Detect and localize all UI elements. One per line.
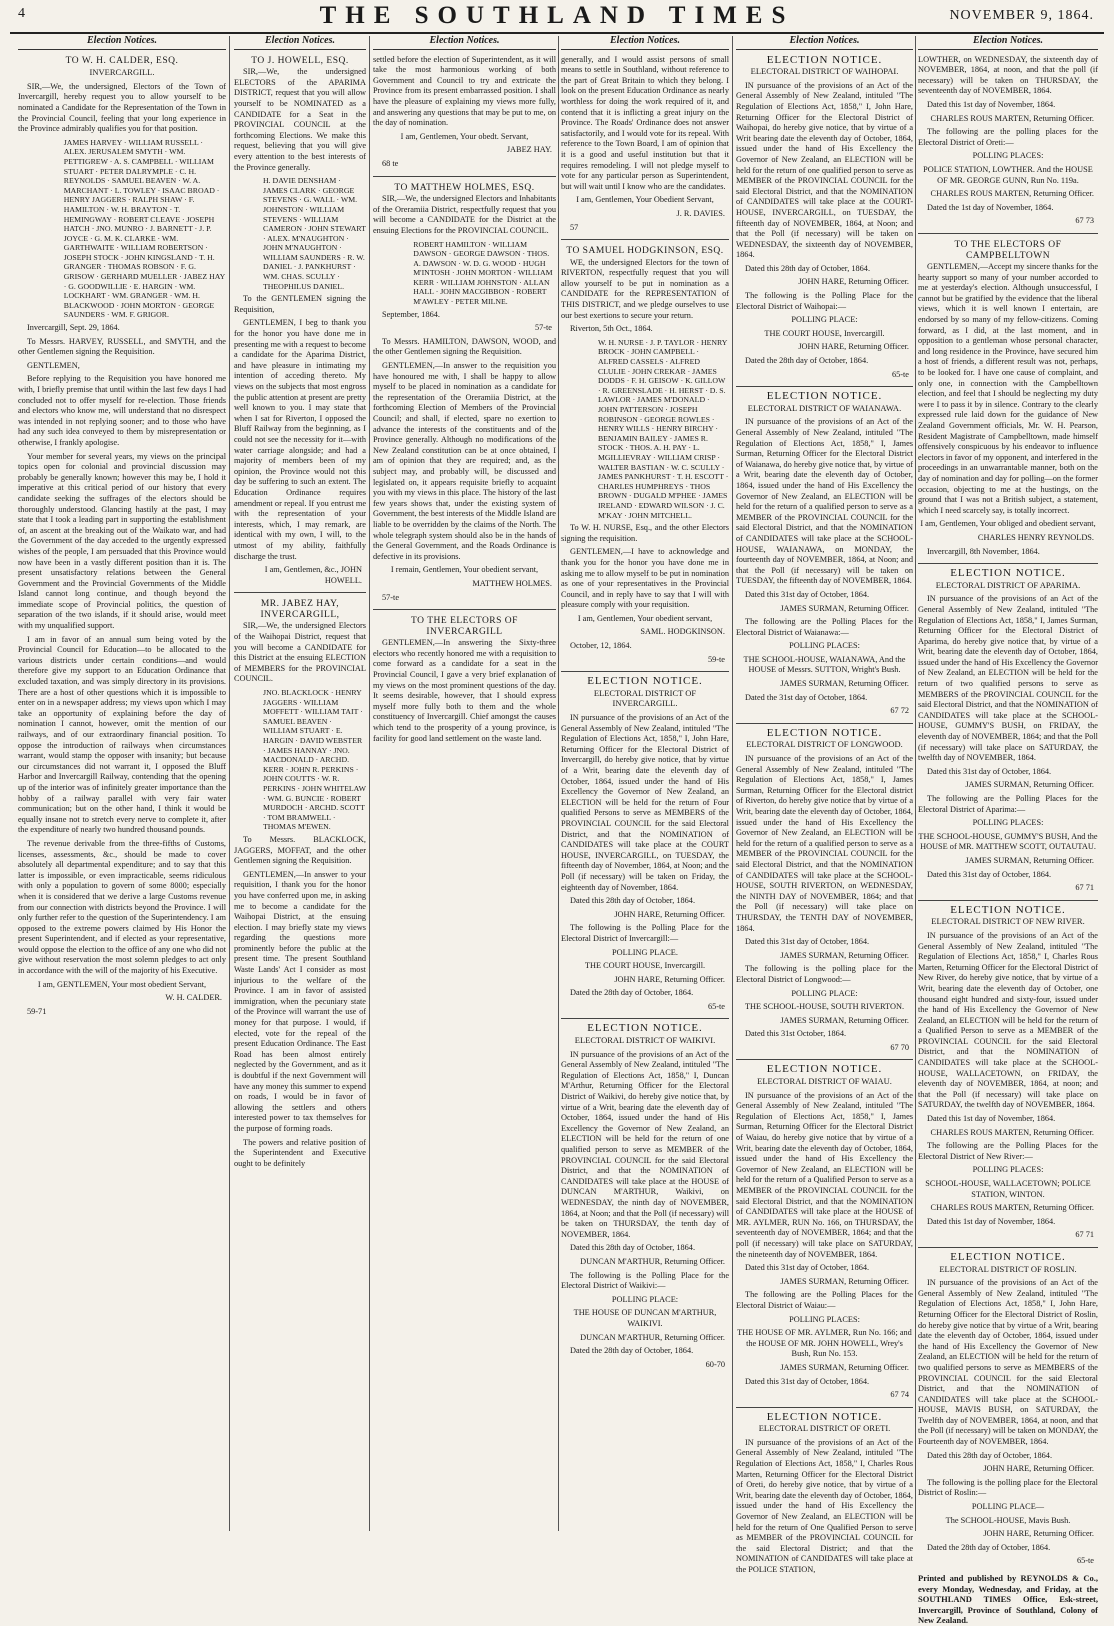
notice-code: 57-te	[382, 592, 400, 602]
reply-signature: J. R. DAVIES.	[676, 208, 725, 218]
notice-date: Dated this 31st October, 1864.	[745, 1029, 847, 1039]
notice-date: Dated this 28th day of October, 1864.	[570, 1243, 696, 1253]
returning-officer: JOHN HARE, Returning Officer.	[614, 909, 725, 919]
notice-code: 65-te	[707, 1001, 725, 1011]
electoral-district: ELECTORAL DISTRICT OF ROSLIN.	[939, 1263, 1077, 1274]
reply-trailing-text: The powers and relative position of the Superintendent and Executive ought to be definitely	[234, 1137, 366, 1168]
notice-code: 67 72	[890, 706, 909, 716]
electoral-district: ELECTORAL DISTRICT OF NEW RIVER.	[931, 916, 1085, 927]
signatories-list: JNO. BLACKLOCK · HENRY JAGGERS · WILLIAM MOFFETT · WILLIAM TAIT · SAMUEL BEAVEN · WILLIAM STUART · E. HARGIN · DAVID WEBSTER · JAMES HANNAY · JNO. MACDONALD · ARCHD. KERR · JOHN R. PERKINS · JOHN COUTTS · W. R. PERKINS · JOHN WHITELAW · WM. G. BUNCIE · ROBERT MURDOCH · ARCHD. SCOTT · TOM BRAMWELL · THOMAS M'EWEN.	[263, 688, 366, 832]
notice-separator	[736, 723, 913, 724]
notice-date: Dated this 1st day of November, 1864.	[927, 1114, 1056, 1124]
continued-text: LOWTHER, on WEDNESDAY, the sixteenth day of NOVEMBER, 1864, at noon, and that the poll (if necessary) will be taken on THURSDAY, the seventeenth day of NOVEMBER, 1864.	[918, 54, 1098, 96]
reply-body: GENTLEMEN,—In answer to the requisition you have honoured me with, I shall be happy to allow myself to be placed in nomination as a candidate for the representation of the Oreramiia District, at the forthcoming Election of Members of the Provincial Council; and shall, if elected, spare no exertion to advance the interests of the constituents and of the Province generally. Although no modifications of the New Zealand constitution can be at once obtained, I am of opinion that they are required; and, as the subject may, and probably will, be discussed and legislated on, it appears requisite briefly to acquaint you with my views in this place. The history of the last few years shows that, under the existing system of Government, the best interests of the Middle Island are liable to be overridden by the claims of the North. The whole telegraph system should also be in the hands of the General Government, and the Roads Ordinance is defective in its provisions.	[373, 361, 556, 561]
polling-intro: The following is the polling place for the Electoral District of Roslin:—	[918, 1477, 1098, 1498]
electoral-district: ELECTORAL DISTRICT OF WAIANAWA.	[747, 402, 902, 413]
reply-signature: I am, Gentlemen, &c., JOHN HOWELL.	[264, 565, 362, 585]
polling-intro: The following are the Polling Places for the Electoral District of New River:—	[918, 1141, 1098, 1161]
column-divider	[558, 36, 559, 1531]
reply-body: GENTLEMEN,—In answer to your requisition, I thank you for the honor you have conferred upon me, in asking me to become a candidate for the Waihopai District, at the ensuing election. I may briefly state my views regarding the questions more prominently before the public at the present time. The present Southland Waste Lands' Act I consider as most injurious to the welfare of the Province. I am in favor of assisted immigration, when the pecuniary state of the Province will warrant the use of money for that purpose. I would, if elected, vote for the repeal of the present Education Ordinance. The East Road has been almost entirely neglected by the Government, and as it is doubtful if the next Government will have any money this summer to expend on roads, I would be in favor of allowing the settlers and others interested power to tax themselves for the purpose of forming roads.	[234, 869, 366, 1133]
notice-code: 57-te	[534, 323, 552, 333]
section-header: Election Notices.	[918, 36, 1098, 50]
requisition-heading: TO MATTHEW HOLMES, ESQ.	[394, 182, 535, 193]
returning-officer: JAMES SURMAN, Returning Officer.	[780, 950, 909, 960]
election-notice-body: IN pursuance of the provisions of an Act of the General Assembly of New Zealand, intituled "The Regulation of Elections Act, 1858," I, James Surman, Returning Officer for the Electoral District of Waianawa, do hereby give notice that, by virtue of a Writ, bearing date the eleventh day of October, 1864, issued under the hand of His Excellency the Governor of New Zealand, an ELECTION will be held for the return of a qualified person to serve as a MEMBER of the PROVINCIAL COUNCIL for the said Electoral District, and that the NOMINATION of CANDIDATES will take place at the SCHOOL-HOUSE, WAIANAWA, on MONDAY, the fourteenth day of NOVEMBER, 1864, at Noon; and that the Poll (if necessary) will be taken on TUESDAY, the fifteenth day of NOVEMBER, 1864.	[736, 417, 913, 586]
election-notice-title: ELECTION NOTICE.	[950, 903, 1066, 916]
notice-separator	[736, 1407, 913, 1408]
notice-code: 65-te	[1076, 1556, 1094, 1566]
election-notice-title: ELECTION NOTICE.	[766, 726, 883, 739]
signatories-list: W. H. NURSE · J. P. TAYLOR · HENRY BROCK · JOHN CAMPBELL · ALFRED CASSELS · ALFRED CLULIE · JOHN CREKAR · JAMES DODDS · F. H. GEISOW · K. GILLOW · R. GREENSLADE · H. HERST · D. S. LAWLOR · JAMES M'DONALD · JOHN PATTERSON · JOSEPH ROBINSON · GEORGE ROWLES · HENRY WILLS · HENRY BIRCHY · BENJAMIN BAILEY · JAMES R. STOCK · THOS. A. H. PAY · L. MGILLIEVRAY · WILLIAM CRISP · WALTER BASTIAN · W. C. SCULLY · JAMES PANKHURST · T. H. ESCOTT · CHARLES HUMPHREYS · THOS BROWN · DUGALD M'PHEE · JAMES IRELAND · EDWARD WILSON · J. C. M'KAY · JOHN MITCHELL.	[597, 337, 729, 520]
electoral-district: ELECTORAL DISTRICT OF WAIAU.	[757, 1076, 892, 1087]
notice-date: Dated this 31st day of October, 1864.	[745, 1263, 870, 1273]
column-2	[234, 36, 366, 1528]
reply-address: To Messrs. HARVEY, RUSSELL, and SMYTH, and the other Gentlemen signing the Requisition.	[18, 336, 226, 357]
notice-separator	[918, 563, 1098, 564]
returning-officer: JAMES SURMAN, Returning Officer.	[780, 603, 909, 613]
notice-date: Dated this 31st day of October, 1864.	[745, 937, 870, 947]
returning-officer: DUNCAN M'ARTHUR, Returning Officer.	[580, 1332, 725, 1342]
notice-separator	[234, 592, 366, 593]
notice-code: 68 te	[382, 158, 399, 168]
polling-place: THE COURT HOUSE, Invercargill.	[764, 328, 885, 338]
requisition-body: WE, the undersigned Electors for the town of RIVERTON, respectfully request that you will allow yourself to be put in nomination as a CANDIDATE for the REPRESENTATION of THIS DISTRICT, and we pledge ourselves to use our best exertions to secure your return.	[561, 257, 729, 320]
polling-place: THE HOUSE OF MR. AYLMER, Run No. 166; and the HOUSE OF MR. JOHN HOWELL, Wrey's Bush, Run No. 153.	[737, 1328, 912, 1359]
reply-salutation: GENTLEMEN,	[27, 360, 80, 370]
reply-signature: W. H. CALDER.	[165, 993, 222, 1003]
polling-place: THE SCHOOL-HOUSE, WAIANAWA, And the HOUSE of Messrs. SUTTON, Wright's Bush.	[743, 654, 906, 675]
notice-separator	[373, 176, 556, 177]
electoral-district: ELECTORAL DISTRICT OF LONGWOOD.	[746, 739, 903, 750]
polling-intro: The following is the polling place for the Electoral District of Longwood:—	[736, 964, 913, 984]
returning-officer: CHARLES ROUS MARTEN, Returning Officer.	[930, 113, 1094, 123]
requisition-body: SIR,—We, the undersigned, Electors of the Town of Invercargill, hereby request you to allow yourself to be nominated a Candidate for the Representation of the Town in the Provincial Council, feeling that your long experience in the Province admirably qualifies you for that position.	[18, 81, 226, 134]
polling-label: POLLING PLACES:	[789, 1314, 860, 1324]
column-1	[18, 36, 226, 1528]
reply-signature: MATTHEW HOLMES.	[472, 578, 552, 588]
returning-officer: JAMES SURMAN, Returning Officer.	[780, 679, 909, 689]
election-notice-body: IN pursuance of the provisions of an Act of the General Assembly of New Zealand, intituled "The Regulation of Elections Act, 1858," I, James Surman, Returning Officer for the Electoral District of Waiau, do hereby give notice that by virtue of a Writ, bearing date the eleventh day of October, 1864, issued under the hand of His Excellency the Governor of New Zealand, an ELECTION will be held for the return of a Qualified Person to serve as a MEMBER of the PROVINCIAL COUNCIL for the said Electoral District, and that the NOMINATION of CANDIDATES will take place at the HOUSE of MR. AYLMER, RUN No. 166, on THURSDAY, the seventeenth day of NOVEMBER, 1864; and that the poll (if necessary) will take place on SATURDAY, the nineteenth day of NOVEMBER, 1864.	[736, 1090, 913, 1259]
notice-date: Dated the 1st day of November, 1864.	[927, 202, 1054, 212]
election-notice-title: ELECTION NOTICE.	[766, 390, 883, 403]
polling-label: POLLING PLACE:	[611, 1294, 679, 1304]
returning-officer: JAMES SURMAN, Returning Officer.	[780, 1015, 909, 1025]
polling-intro: The following are the Polling Places for the Electoral District of Waianawa:—	[736, 617, 913, 637]
column-divider	[915, 36, 916, 1531]
polling-label: POLLING PLACE.	[612, 947, 678, 957]
reply-closing: I am, Gentlemen, Your obedient servant,	[577, 613, 713, 623]
notice-separator	[918, 1247, 1098, 1248]
notice-code: 67 74	[890, 1390, 909, 1400]
polling-place: SCHOOL-HOUSE, WALLACETOWN; POLICE STATION, WINTON.	[925, 1179, 1091, 1199]
polling-place: THE SCHOOL-HOUSE, SOUTH RIVERTON.	[744, 1002, 905, 1012]
notice-date: Dated the 28th day of October, 1864.	[927, 1542, 1051, 1552]
notice-code: 67 70	[890, 1042, 909, 1052]
reply-address: To W. H. NURSE, Esq., and the other Electors signing the requisition.	[561, 523, 729, 543]
polling-intro: The following is the Polling Place for the Electoral District of Invercargill:—	[561, 923, 729, 943]
reply-signature: CHARLES HENRY REYNOLDS.	[977, 532, 1094, 542]
electoral-district: ELECTORAL DISTRICT OF INVERCARGILL.	[593, 687, 697, 709]
signatories-list: ROBERT HAMILTON · WILLIAM DAWSON · GEORGE DAWSON · THOS. A. DAWSON · W. D. G. WOOD · HUGH M'INTOSH · JOHN MORTON · WILLIAM KERR · WILLIAM JOHNSTON · ALLAN HALL · JOHN MACGIBBON · ROBERT M'AWLEY · PETER MILNE.	[413, 239, 553, 307]
reply-closing: I am, Gentlemen, Your obedt. Servant,	[400, 131, 529, 141]
election-notice-title: ELECTION NOTICE.	[587, 675, 703, 688]
address-date: Invercargill, 8th November, 1864.	[927, 546, 1040, 556]
returning-officer: JAMES SURMAN, Returning Officer.	[780, 1362, 909, 1372]
reply-address: To Messrs. HAMILTON, DAWSON, WOOD, and the other Gentlemen signing the Requisition.	[373, 336, 556, 357]
requisition-heading: TO J. HOWELL, ESQ.	[251, 55, 349, 66]
column-divider	[369, 36, 370, 1531]
notice-date: Dated the 31st day of October, 1864.	[745, 692, 868, 702]
notice-separator	[736, 386, 913, 387]
electoral-district: ELECTORAL DISTRICT OF ORETI.	[758, 1423, 891, 1434]
reply-closing: I am, Gentlemen, Your obliged and obedient servant,	[920, 519, 1096, 529]
reply-paragraph: Before replying to the Requisition you have honored me with, I briefly premise that until within the last few days I had concluded not to offer myself for re-election. Those friends and electors who know me, will understand that no disrespect was intended in not replying sooner; and to those who have had any such idea conveyed to them by misrepresentation or otherwise, I frankly apologise.	[18, 374, 226, 447]
signatories-list: H. DAVIE DENSHAM · JAMES CLARK · GEORGE STEVENS · G. WALL · WM. JOHNSTON · WILLIAM STEVENS · WILLIAM CAMERON · JOHN STEWART · ALEX. M'NAUGHTON · JOHN M'NAUGHTON · WILLIAM SAUNDERS · R. W. DANIEL · J. PANKHURST · WM. CHAS. SCULLY · THEOPHILUS DANIEL.	[263, 176, 366, 291]
polling-intro: The following is the Polling Place for the Electoral District of Waikivi:—	[561, 1270, 729, 1291]
notice-code: 57	[570, 222, 579, 232]
address-body: GENTLEMEN,—Accept my sincere thanks for the hearty support so many of your number accorded to me at yesterday's election. Although unsuccessful, I cannot but be gratified by the evidence that the liberal views, which it is well known I entertain, are endorsed by so many of my fellow-citizens. Coming forward, as I did, at the last moment, and in opposition to a gentleman whose personal character, and long residence in the Province, have secured him a host of friends, a different result was not, perhaps, to be looked for. I have one cause of complaint, and only one, in connection with the Campbelltown election, and feel that I should be neglecting my duty were I to pass it by in silence. Contrary to the clearly expressed rule laid down for the guidance of New Zealand Government officials, Mr. W. H. Pearson, Resident Magistrate of Campbelltown, made himself offensively conspicuous by his endeavor to influence electors in favor of my opponent, and interfered in the proceedings in an unwarrantable manner, both on the day of nomination and day for polling—on the former occasion, objecting to me at the hustings, on the ground that I was not a British subject, a statement, which I need scarcely say, is totally incorrect.	[918, 262, 1098, 515]
continued-text: settled before the election of Superintendent, as it will take the most harmonious working of both Government and Council to try and extricate the Province from its present embarrassed position. I shall have the pleasure of explaining my views more fully, and answering any questions that may be put to me, on the day of nomination.	[373, 54, 556, 128]
polling-label: POLLING PLACE:	[791, 315, 858, 325]
requisition-date: September, 1864.	[382, 309, 440, 319]
election-notice-title: ELECTION NOTICE.	[766, 1063, 883, 1076]
returning-officer: JAMES SURMAN, Returning Officer.	[965, 855, 1094, 865]
returning-officer: JOHN HARE, Returning Officer.	[614, 974, 725, 984]
election-notice-title: ELECTION NOTICE.	[950, 567, 1066, 580]
column-6	[918, 35, 1098, 1626]
reply-closing: I remain, Gentlemen, Your obedient servant,	[390, 565, 539, 575]
reply-address: To Messrs. BLACKLOCK, JAGGERS, MOFFAT, and the other Gentlemen signing the Requisition.	[234, 834, 366, 866]
continued-text: generally, and I would assist persons of small means to settle in Southland, without reference to the part of Great Britain to which they belong. I look on the present Education Ordinance as nearly worthless for doing the work required of it, and contend that it is inflicting a great injury on the Province. The Roads' Ordinance does not answer satisfactorily, and I would vote for its repeal. With reference to the Town Board, I am of opinion that it is a good and useful institution but that it requires remodeling. I will not pledge myself to vote for any particular person as Superintendent, but will wait until I know who are the candidates.	[561, 54, 729, 191]
requisition-heading: TO W. H. CALDER, ESQ.	[65, 55, 179, 66]
returning-officer: CHARLES ROUS MARTEN, Returning Officer.	[930, 1127, 1094, 1137]
polling-intro: The following are the polling places for the Electoral District of Oreti:—	[918, 127, 1098, 147]
election-notice-body: IN pursuance of the provisions of an Act of the General Assembly of New Zealand, intituled "The Regulation of Elections Act, 1858," I, Charles Rous Marten, Returning Officer for the Electoral District of New River, do hereby give notice, that by virtue of a Writ, bearing date the eleventh day of October, one thousand eight hundred and sixty-four, issued under the hand of His Excellency the Governor of New Zealand, an ELECTION will be held for the return of a Qualified Person to serve as a MEMBER of the PROVINCIAL COUNCIL for the said Electoral District, and that the NOMINATION of CANDIDATES will take place at the SCHOOL-HOUSE, WALLACETOWN, on FRIDAY, the eleventh day of NOVEMBER, 1864, at noon; and that the Poll (if necessary) will take place on SATURDAY, the twelfth day of NOVEMBER, 1864.	[918, 930, 1098, 1110]
polling-label: POLLING PLACE—	[971, 1502, 1045, 1512]
polling-label: POLLING PLACES:	[789, 641, 860, 651]
notice-date: Dated this 1st day of November, 1864.	[927, 1216, 1056, 1226]
address-body: GENTLEMEN,—In answering the Sixty-three electors who recently honored me with a requisition to come forward as a candidate for a seat in the Provincial Council, I gave a very brief explanation of my views on the most prominent questions of the day. It seems desirable, however, that I should express myself more fully both to them and the whole constituency of Invercargill. Chief amongst the causes which tend to the prosperity of a young province, is facility for good land settlement on the waste land.	[373, 638, 556, 743]
notice-code: 59-te	[707, 654, 725, 664]
election-notice-title: ELECTION NOTICE.	[950, 1250, 1066, 1263]
notice-code: 67 73	[1075, 216, 1094, 226]
notice-separator	[373, 609, 556, 610]
notice-date: Dated this 31st day of October, 1864.	[927, 869, 1052, 879]
notice-date: Dated this 28th day of October, 1864.	[927, 1450, 1053, 1460]
electoral-district: ELECTORAL DISTRICT OF APARIMA.	[935, 579, 1081, 590]
notice-separator	[561, 671, 729, 672]
reply-paragraph: The revenue derivable from the three-fifths of Customs, licenses, assessments, &c., should be made to cover absolutely all departmental expenditure; and to say that this latter is impossible, or even impracticable, seems ridiculous with only a population to govern of some 8000; especially when it is considered that we derive a large Customs revenue from our connection with districts beyond the Province. I will only further refer to the question of the Superintendency. I am opposed to the extreme powers claimed by His Honor the present Superintendent, and if elected as your representative, would oppose the election to the office of any one who did not give without reservation the most solemn pledges to act only in accordance with the will of the majority of his Executive.	[18, 838, 226, 976]
requisition-date: Riverton, 5th Oct., 1864.	[570, 324, 653, 334]
election-notice-body: IN pursuance of the provisions of an Act of the General Assembly of New Zealand, intituled "The Regulation of Elections Act, 1858," I, James Surman, Returning Officer for the Electoral district of Riverton, do hereby give notice that by virtue of a Writ, bearing date the eleventh day of October, 1864, issued under the hand of His Excellency the Governor of New Zealand, an ELECTION will be held for the return of a qualified person to serve as a MEMBER of the PROVINCIAL COUNCIL for the said Electoral District, and that the NOMINATION of CANDIDATES will take place at the SCHOOL-HOUSE, SOUTH RIVERTON, on WEDNESDAY, the NINTH DAY of NOVEMBER, 1864; and that the Poll (if necessary) will take place on THURSDAY, the TENTH DAY of NOVEMBER, 1864.	[736, 754, 913, 933]
requisition-body: SIR,—We, the undersigned Electors of the Waihopai District, request that you will become a CANDIDATE for this District at the ensuing ELECTION of MEMBERS for the PROVINCIAL COUNCIL.	[234, 621, 366, 684]
reply-body: GENTLEMEN, I beg to thank you for the honor you have done me in presenting me with a request to become a candidate for the Aparima District, and have pleasure in intimating my intention of acceding thereto. My views on the subjects that most engross the public attention at present are pretty well known to you. I may state that when I sat for Riverton, I opposed the Bluff Railway from the beginning, as I could not see the necessity for it—with water carriage alongside; and had a majority of members been of my opinion, the Province would not this day be suffering to such an extent. The Education Ordinance requires amendment or repeal. If you entrust me with the representation of your interests, which, I may remark, are identical with my own, I will, to the utmost of my ability, faithfully discharge the trust.	[234, 318, 366, 561]
election-notice-body: IN pursuance of the provisions of an Act of the General Assembly of New Zealand, intituled "The Regulation of Elections Act, 1858," I, Duncan M'Arthur, Returning Officer for the Electoral District of Waikivi, do hereby give notice that, by virtue of a Writ, bearing date the eleventh day of October, 1864, issued under the hand of His Excellency the Governor of New Zealand, an ELECTION will be held for the return of one qualified person to serve as MEMBER of the PROVINCIAL COUNCIL for the said Electoral District, and that the NOMINATION of CANDIDATES will take place at the HOUSE of DUNCAN M'ARTHUR, Waikivi, on WEDNESDAY, the ninth day of NOVEMBER, 1864, at Noon; and that the Poll (if necessary) will be taken on THURSDAY, the tenth day of NOVEMBER, 1864.	[561, 1049, 729, 1239]
election-notice-title: ELECTION NOTICE.	[766, 53, 883, 66]
returning-officer: CHARLES ROUS MARTEN, Returning Officer.	[930, 1203, 1094, 1213]
returning-officer: JOHN HARE, Returning Officer.	[798, 277, 909, 287]
notice-code: 67 71	[1075, 883, 1094, 893]
polling-label: POLLING PLACES:	[972, 1165, 1044, 1175]
notice-date: Dated this 31st day of October, 1864.	[927, 766, 1052, 776]
notice-separator	[561, 1018, 729, 1019]
polling-label: POLLING PLACES:	[972, 818, 1044, 828]
election-notice-title: ELECTION NOTICE.	[766, 1410, 883, 1423]
requisition-place: INVERCARGILL.	[89, 67, 155, 78]
address-heading: TO THE ELECTORS OF INVERCARGILL	[411, 616, 518, 637]
column-3	[373, 36, 556, 1528]
polling-place: POLICE STATION, LOWTHER. And the HOUSE OF MR. GEORGE GUNN, Run No. 119a.	[923, 164, 1093, 185]
election-notice-body: IN pursuance of the provisions of an Act of the General Assembly of New Zealand, intituled "The Regulation of Elections Act, 1858," I, James Surman, Returning Officer for the Electoral District of Aparima, do hereby give notice that, by virtue of a Writ, bearing date the eleventh day of October, 1864, issued under the hand of His Excellency the Governor of New Zealand, an ELECTION will be held for the return of two qualified persons to serve as MEMBERS of the PROVINCIAL COUNCIL for the said Electoral District, and that the NOMINATION of CANDIDATES will take place at the SCHOOL-HOUSE, GUMMY'S BUSH, on FRIDAY, the eleventh day of NOVEMBER, 1864; and that the Poll (if necessary) will take place on SATURDAY, the twelfth day of NOVEMBER, 1864.	[918, 594, 1098, 763]
address-heading: TO THE ELECTORS OF CAMPBELLTOWN	[954, 239, 1062, 261]
notice-date: Dated the 28th day of October, 1864.	[570, 988, 694, 998]
election-notice-body: IN pursuance of the provisions of an Act of the General Assembly of New Zealand, intituled "The Regulation of Elections Act, 1858," I, John Hare, Returning Officer for the Electoral District of Roslin, do hereby give notice that by virtue of a Writ, bearing date the eleventh day of October, 1864, issued under the hand of His Excellency the Governor of New Zealand, an ELECTION will be held for the return of two qualified persons to serve as MEMBERS of the PROVINCIAL COUNCIL for the said Electoral District, and that the NOMINATION of CANDIDATES will take place at the SCHOOL-HOUSE, MAVIS BUSH, on SATURDAY, the Twelfth day of NOVEMBER, 1864, at noon, and that the Poll (if necessary) will be taken on MONDAY, the Fourteenth day of NOVEMBER, 1864.	[918, 1278, 1098, 1447]
notice-date: Dated this 28th day of October, 1864.	[570, 896, 696, 906]
column-divider	[229, 36, 230, 1531]
column-5	[736, 35, 913, 1574]
reply-paragraph: Your member for several years, my views on the principal topics open for colonial and provincial discussion may probably be generally known; however this may be, I hold it imperative at this critical period of our history that every candidate seeking the suffrages of the electors should be thoroughly understood. Glancing hastily at the past, I may state that I took a leading part in supporting the establishment of, an ascent at the breaking out of the Waikato war, and had the Government of the day acceded to the urgently expressed wishes of the people, I am persuaded that this Province would now have been in a vastly different position than it is. The present unsatisfactory relations between the General Government and the Provincial Governments of the Middle Island cannot long continue, and though beyond the immediate scope of Provincial politics, the question of separation of the two islands, if it should arise, would meet with my unqualified support.	[18, 451, 226, 631]
notice-date: Dated the 28th day of October, 1864.	[745, 356, 869, 366]
issue-date: NOVEMBER 9, 1864.	[949, 8, 1094, 23]
reply-closing: I am, GENTLEMEN, Your most obedient Servant,	[37, 979, 207, 989]
reply-date: October, 12, 1864.	[570, 641, 632, 651]
requisition-body: SIR,—We, the undersigned ELECTORS of the APARIMA DISTRICT, request that you will allow yourself to be NOMINATED as a CANDIDATE for a Seat in the PROVINCIAL COUNCIL at the forthcoming Elections. We make this request, believing that you will give every attention to the best interests of the Province generally.	[234, 67, 366, 172]
reply-signature: SAML. HODGKINSON.	[640, 627, 725, 637]
reply-paragraph: I am in favor of an annual sum being voted by the Provincial Council for Education—to be allocated to the various districts under certain conditions—and would therefore give my support to an Education Ordinance that excluded taxation, and was simply directory in its provisions. There are a host of other questions which it is impossible to enter on in a newspaper address; my views upon which I may take an opportunity of explaining before the day of nomination I cannot, however, omit the mention of our railways, and of our extraordinary financial position. To oppose the introduction of railways when circumstances warrant, would stamp the opposer with insanity; but because our circumstances did not warrant it, I opposed the Bluff Harbor and Invercargill Railway, contending that the opening up of the interior was of infinitely greater importance than the hobby of a railway parallel with very fair water communication; but on the other hand, I think it would be equally insane not to stretch every nerve to complete it, after the expenditure of nearly two hundred thousand pounds.	[18, 634, 226, 835]
masthead-rule	[10, 32, 1104, 34]
page-number: 4	[18, 6, 25, 21]
polling-intro: The following is the Polling Place for the Electoral District of Waihopai:—	[736, 291, 913, 311]
election-notice-body: IN pursuance of the provisions of an Act of the General Assembly of New Zealand, intituled "The Regulation of Elections Act, 1858," I, Charles Rous Marten, Returning Officer for the Electoral District of Oreti, do hereby give notice, that by virtue of a Writ, bearing date the eleventh day of October, 1864, issued under the hand of His Excellency the Governor of New Zealand, an ELECTION will be held for the return of One Qualified Person to serve as MEMBER of the PROVINCIAL COUNCIL for the said Electoral District; and that the NOMINATION of CANDIDATES will take place at the POLICE STATION,	[736, 1437, 913, 1574]
requisition-body: SIR,—We, the undersigned Electors and Inhabitants of the Oreramiia District, respectfully request that you will become a CANDIDATE for the District at the ensuing Elections for the PROVINCIAL COUNCIL.	[373, 194, 556, 235]
returning-officer: JOHN HARE, Returning Officer.	[983, 1464, 1094, 1474]
notice-separator	[736, 1059, 913, 1060]
polling-label: POLLING PLACE:	[791, 988, 858, 998]
notice-date: Dated this 31st day of October, 1864.	[745, 589, 870, 599]
returning-officer: JAMES SURMAN, Returning Officer.	[780, 1276, 909, 1286]
reply-address: To the GENTLEMEN signing the Requisition,	[234, 294, 366, 314]
electoral-district: ELECTORAL DISTRICT OF WAIHOPAI.	[750, 66, 899, 77]
election-notice-body: IN pursuance of the provisions of an Act of the General Assembly of New Zealand, intituled "The Regulation of Elections Act, 1858," I, John Hare, Returning Officer for the Electoral District of Invercargill, do hereby give notice, that by virtue of a Writ, bearing date the eleventh day of October, 1864, issued under the hand of His Excellency the Governor of New Zealand, an ELECTION will be held for the return of Four qualified Persons to serve as MEMBERS of the PROVINCIAL COUNCIL for the said Electoral District, and that the NOMINATION of CANDIDATES will take place at the COURT HOUSE, INVERCARGILL, on TUESDAY, the fifteenth day of November, 1864, at Noon; and the Poll (if necessary) will be taken on Friday, the eighteenth day of November, 1864.	[561, 713, 729, 892]
notice-separator	[918, 233, 1098, 234]
election-notice-title: ELECTION NOTICE.	[587, 1022, 703, 1035]
returning-officer: DUNCAN M'ARTHUR, Returning Officer.	[580, 1256, 725, 1266]
polling-intro: The following are the Polling Places for the Electoral District of Aparima:—	[918, 794, 1098, 814]
masthead	[0, 0, 1114, 30]
returning-officer: CHARLES ROUS MARTEN, Returning Officer.	[930, 189, 1094, 199]
printer-imprint: Printed and published by REYNOLDS & Co., every Monday, Wednesday, and Friday, at the SOUTHLAND TIMES Office, Esk-street, Invercargill, Province of Southland, Colony of New Zealand.	[918, 1573, 1098, 1626]
column-4	[561, 36, 729, 1528]
notice-date: Dated the 28th day of October, 1864.	[570, 1346, 694, 1356]
polling-intro: The following are the Polling Places for the Electoral District of Waiau:—	[736, 1290, 913, 1310]
notice-code: 59-71	[27, 1006, 47, 1016]
notice-code: 67 71	[1075, 1230, 1094, 1240]
notice-separator	[918, 900, 1098, 901]
requisition-heading: MR. JABEZ HAY, INVERCARGILL,	[260, 599, 340, 620]
requisition-heading: TO SAMUEL HODGKINSON, ESQ.	[566, 246, 724, 257]
section-header: Election Notices.	[736, 36, 913, 50]
polling-place: THE SCHOOL-HOUSE, GUMMY'S BUSH, And the HOUSE of MR. MATTHEW SCOTT, OUTAUTAU.	[918, 831, 1098, 852]
requisition-date: Invercargill, Sept. 29, 1864.	[27, 323, 120, 333]
returning-officer: JOHN HARE, Returning Officer.	[798, 342, 909, 352]
election-notice-body: IN pursuance of the provisions of an Act of the General Assembly of New Zealand, intituled "The Regulation of Elections Act, 1858," I, John Hare, Returning Officer for the Electoral District of Waihopai, do hereby give notice, that by virtue of a Writ bearing date the eleventh day of October, 1864, issued under the hand of His Excellency the Governor of New Zealand, an ELECTION will be held for the return of one qualified person to serve as MEMBER of the PROVINCIAL COUNCIL for the said Electoral District, and that the NOMINATION of CANDIDATES will take place at the COURT-HOUSE, INVERCARGILL, on TUESDAY, the fifteenth day of NOVEMBER, 1864, at Noon; and that the Poll (if necessary) will be taken on WEDNESDAY, the sixteenth day of NOVEMBER, 1864.	[736, 80, 913, 260]
returning-officer: JOHN HARE, Returning Officer.	[983, 1529, 1094, 1539]
reply-body: GENTLEMEN,—I have to acknowledge and thank you for the honor you have done me in asking me to allow myself to be put in nomination as one of your representatives in the Provincial Council, and in reply have to say that I will with pleasure comply with your requisition.	[561, 547, 729, 610]
notice-code: 60-70	[705, 1359, 725, 1369]
reply-signature: JABEZ HAY.	[506, 145, 552, 155]
section-header: Election Notices.	[18, 36, 226, 50]
signatories-list: JAMES HARVEY · WILLIAM RUSSELL · ALEX. JERUSALEM SMYTH · WM. PETTIGREW · A. S. CAMPBELL · WILLIAM STUART · PETER DALRYMPLE · C. H. REYNOLDS · SAMUEL BEAVEN · W. A. MARCHANT · L. TOWLEY · ISAAC BROAD · HENRY JAGGERS · RALPH SHAW · F. HAMILTON · W. H. BRAYTON · T. HEMINGWAY · ROBERT CLEAVE · JOSEPH HATCH · JNO. MUNRO · J. BARNETT · J. P. JOYCE · G. M. K. CLARKE · WM. GARTHWAITE · WILLIAM ROBERTSON · JOSEPH STOCK · JOHN KINGSLAND · T. H. GRANGER · THOMAS ROBSON · F. G. GRISOW · GERHARD MUELLER · JABEZ HAY · G. GOODWILLIE · E. HARGIN · WM. LOCKHART · WM. GRANGER · WM. H. BLACKWOOD · JOHN MORTON · GEORGE SAUNDERS · WM. F. GRIGOR.	[63, 137, 226, 320]
returning-officer: JAMES SURMAN, Returning Officer.	[965, 780, 1094, 790]
notice-date: Dated this 1st day of November, 1864.	[927, 99, 1056, 109]
polling-label: POLLING PLACES:	[972, 151, 1044, 161]
notice-date: Dated this 28th day of October, 1864.	[745, 263, 871, 273]
polling-place: THE COURT HOUSE, Invercargill.	[584, 961, 706, 971]
electoral-district: ELECTORAL DISTRICT OF WAIKIVI.	[574, 1035, 716, 1046]
section-header: Election Notices.	[561, 36, 729, 50]
notice-date: Dated this 31st day of October, 1864.	[745, 1376, 870, 1386]
section-header: Election Notices.	[234, 36, 366, 50]
polling-place: THE HOUSE OF DUNCAN M'ARTHUR, WAIKIVI.	[573, 1308, 717, 1328]
column-divider	[732, 36, 733, 1531]
newspaper-title: THE SOUTHLAND TIMES	[319, 2, 795, 29]
notice-code: 65-te	[891, 369, 909, 379]
section-header: Election Notices.	[373, 36, 556, 50]
reply-closing: I am, Gentlemen, Your Obedient Servant,	[576, 195, 714, 205]
polling-place: The SCHOOL-HOUSE, Mavis Bush.	[945, 1515, 1071, 1525]
notice-separator	[561, 239, 729, 240]
